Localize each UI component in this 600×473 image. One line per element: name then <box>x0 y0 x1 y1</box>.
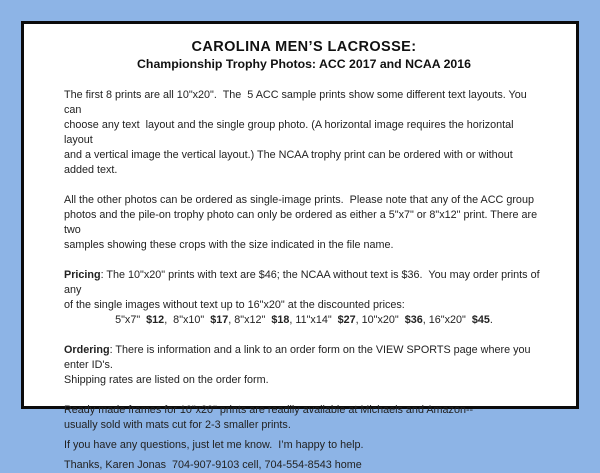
bold-text-segment: $27 <box>337 313 356 326</box>
text-line <box>64 118 544 148</box>
text-segment: and a vertical image the vertical layout.) The NCAA trophy print can be ordered with or without added text. <box>64 148 516 176</box>
document-subtitle: Championship Trophy Photos: ACC 2017 and NCAA 2016 <box>137 56 471 71</box>
text-line <box>64 313 544 328</box>
text-line <box>64 268 544 298</box>
text-segment: , 10"x20" <box>355 313 405 326</box>
paragraph-single-image-info <box>64 193 544 253</box>
text-segment: All the other photos can be ordered as single-image prints. Please note that any of the ACC group <box>64 193 534 206</box>
document-title: CAROLINA MEN’S LACROSSE: <box>191 39 417 55</box>
text-segment: Thanks, Karen Jonas 704-907-9103 cell, 704-554-8543 home <box>64 458 362 471</box>
text-line <box>64 148 544 178</box>
paragraph-ordering <box>64 343 544 388</box>
bold-text-segment: Pricing <box>64 268 101 281</box>
text-segment: The first 8 prints are all 10"x20". The 5 ACC sample prints show some different text layouts. You can <box>64 88 530 116</box>
bold-text-segment: $12 <box>146 313 165 326</box>
text-segment: of the single images without text up to 16"x20" at the discounted prices: <box>64 298 405 311</box>
paragraph-signature <box>64 458 544 473</box>
text-segment: , 16"x20" <box>422 313 472 326</box>
text-segment: , 8"x12" <box>228 313 272 326</box>
bold-text-segment: $18 <box>271 313 290 326</box>
text-line <box>64 208 544 238</box>
text-line <box>64 438 544 453</box>
paragraph-questions <box>64 438 544 453</box>
text-segment: : The 10"x20" prints with text are $46; the NCAA without text is $36. You may order prints of any <box>64 268 543 296</box>
bold-text-segment: $17 <box>210 313 229 326</box>
bold-text-segment: $36 <box>404 313 423 326</box>
bold-text-segment: $45 <box>471 313 490 326</box>
text-line <box>64 373 544 388</box>
text-segment: photos and the pile-on trophy photo can only be ordered as either a 5"x7" or 8"x12" print. There are two <box>64 208 541 236</box>
body-paragraphs <box>64 88 544 473</box>
text-segment: Ready made frames for 10"x20" prints are readily available at Michaels and Amazon-- <box>64 403 474 416</box>
text-segment: Shipping rates are listed on the order form. <box>64 373 269 386</box>
paragraph-pricing <box>64 268 544 328</box>
text-line <box>64 418 544 433</box>
text-line <box>64 403 544 418</box>
text-segment: . <box>489 313 493 326</box>
bold-text-segment: Ordering <box>64 343 110 356</box>
paragraph-frames <box>64 403 544 433</box>
text-segment: choose any text layout and the single group photo. (A horizontal image requires the horizontal layout <box>64 118 517 146</box>
text-line <box>64 343 544 373</box>
paragraph-intro <box>64 88 544 178</box>
text-segment: 5"x7" <box>115 313 147 326</box>
text-segment: : There is information and a link to an order form on the VIEW SPORTS page where you enter ID's. <box>64 343 534 371</box>
text-line <box>64 238 544 253</box>
text-segment: usually sold with mats cut for 2-3 smaller prints. <box>64 418 291 431</box>
text-line <box>64 88 544 118</box>
text-segment: samples showing these crops with the size indicated in the file name. <box>64 238 394 251</box>
document-card <box>21 21 579 471</box>
text-line <box>64 298 544 313</box>
text-line <box>64 458 544 473</box>
text-line <box>64 193 544 208</box>
text-segment: , 11"x14" <box>289 313 338 326</box>
text-segment: , 8"x10" <box>164 313 211 326</box>
text-segment: If you have any questions, just let me know. I’m happy to help. <box>64 438 364 451</box>
